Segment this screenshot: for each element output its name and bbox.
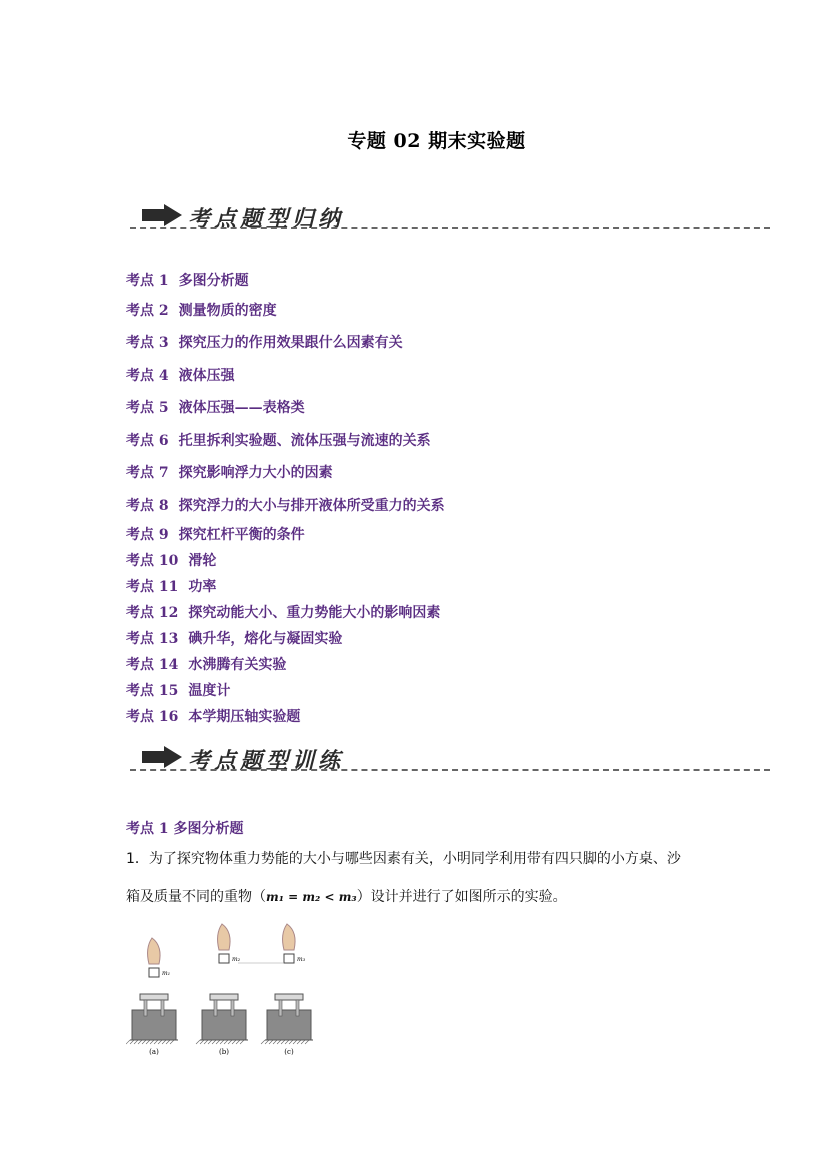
ground-hatch: [142, 1040, 146, 1044]
toc-item-label: 功率: [188, 579, 217, 595]
toc-item-number: 考点 9: [126, 527, 169, 543]
toc-item-number: 考点 13: [126, 631, 179, 647]
ground-hatch: [301, 1040, 305, 1044]
table-leg: [279, 1000, 282, 1016]
sandbox: [202, 1010, 246, 1040]
ground-hatch: [265, 1040, 269, 1044]
toc-item-number: 考点 1: [126, 273, 169, 289]
mass-label: m₂: [232, 956, 241, 963]
toc-item-number: 考点 14: [126, 657, 179, 673]
ground-hatch: [166, 1040, 170, 1044]
banner-title: 考点题型归纳: [188, 206, 345, 232]
toc-item-number: 考点 16: [126, 709, 179, 725]
ground-hatch: [261, 1040, 265, 1044]
arrow-icon: [142, 746, 182, 768]
toc-item: [126, 397, 305, 417]
toc-item-number: 考点 10: [126, 553, 179, 569]
toc-item: [126, 524, 305, 544]
toc-item: [126, 628, 342, 648]
ground-hatch: [293, 1040, 297, 1044]
mass-label: m₃: [297, 956, 306, 963]
toc-item-label: 托里拆利实验题、流体压强与流速的关系: [178, 433, 431, 449]
toc-item-number: 考点 6: [126, 433, 169, 449]
question-line-2: [126, 886, 567, 906]
arrow-icon: [142, 204, 182, 226]
ground-hatch: [240, 1040, 244, 1044]
toc-item-number: 考点 5: [126, 400, 169, 416]
ground-hatch: [289, 1040, 293, 1044]
table-top: [140, 994, 168, 1000]
page-title: 专题 02 期末实验题: [347, 130, 526, 152]
ground-hatch: [126, 1040, 130, 1044]
ground-hatch: [162, 1040, 166, 1044]
toc-item-label: 液体压强——表格类: [178, 400, 305, 416]
ground-hatch: [277, 1040, 281, 1044]
ground-hatch: [212, 1040, 216, 1044]
table-leg: [214, 1000, 217, 1016]
ground-hatch: [134, 1040, 138, 1044]
weight-block: [219, 954, 229, 963]
ground-hatch: [138, 1040, 142, 1044]
mass-formula: m₁ = m₂ < m₃: [266, 890, 357, 904]
experiment-figure: [126, 922, 326, 1062]
toc-item: [126, 495, 445, 515]
ground-hatch: [200, 1040, 204, 1044]
toc-item-number: 考点 8: [126, 498, 169, 514]
ground-hatch: [273, 1040, 277, 1044]
toc-item: [126, 706, 300, 726]
ground-hatch: [208, 1040, 212, 1044]
dashed-divider: [130, 227, 770, 229]
toc-item-label: 水沸腾有关实验: [188, 657, 287, 673]
toc-item: [126, 332, 403, 352]
table-leg: [296, 1000, 299, 1016]
table-top: [210, 994, 238, 1000]
toc-item: [126, 462, 333, 482]
ground-hatch: [158, 1040, 162, 1044]
section-heading: 考点 1 多图分析题: [126, 821, 244, 837]
ground-hatch: [196, 1040, 200, 1044]
weight-block: [149, 968, 159, 977]
toc-item: [126, 654, 286, 674]
ground-hatch: [224, 1040, 228, 1044]
figure-caption: (a): [149, 1048, 159, 1056]
question-text: 箱及质量不同的重物（: [126, 889, 266, 905]
toc-item-label: 测量物质的密度: [178, 303, 277, 319]
table-top: [275, 994, 303, 1000]
hand-icon: [283, 924, 296, 950]
ground-hatch: [285, 1040, 289, 1044]
ground-hatch: [130, 1040, 134, 1044]
sandbox: [132, 1010, 176, 1040]
toc-item-label: 液体压强: [178, 368, 235, 384]
toc-item-label: 滑轮: [188, 553, 217, 569]
toc-item-number: 考点 4: [126, 368, 169, 384]
toc-item-label: 探究压力的作用效果跟什么因素有关: [178, 335, 403, 351]
ground-hatch: [216, 1040, 220, 1044]
ground-hatch: [281, 1040, 285, 1044]
toc-item-label: 多图分析题: [178, 273, 249, 289]
figure-caption: (b): [219, 1048, 229, 1056]
sandbox: [267, 1010, 311, 1040]
table-leg: [231, 1000, 234, 1016]
dashed-divider: [130, 769, 770, 771]
toc-item-label: 碘升华，熔化与凝固实验: [188, 631, 343, 647]
banner-title: 考点题型训练: [188, 748, 345, 774]
mass-label: m₁: [162, 970, 171, 977]
ground-hatch: [232, 1040, 236, 1044]
toc-item-label: 本学期压轴实验题: [188, 709, 301, 725]
table-leg: [144, 1000, 147, 1016]
question-line-1: 1．为了探究物体重力势能的大小与哪些因素有关，小明同学利用带有四只脚的小方桌、沙: [126, 851, 681, 867]
toc-item-number: 考点 12: [126, 605, 179, 621]
toc-item-label: 探究影响浮力大小的因素: [178, 465, 333, 481]
toc-item-label: 探究浮力的大小与排开液体所受重力的关系: [178, 498, 445, 514]
ground-hatch: [236, 1040, 240, 1044]
hand-icon: [218, 924, 231, 950]
toc-item: [126, 365, 235, 385]
toc-item-number: 考点 11: [126, 579, 179, 595]
figure-caption: (c): [284, 1048, 294, 1056]
ground-hatch: [269, 1040, 273, 1044]
toc-item: [126, 576, 216, 596]
toc-item: [126, 270, 249, 290]
toc-item-label: 探究动能大小、重力势能大小的影响因素: [188, 605, 441, 621]
toc-item-label: 温度计: [188, 683, 231, 699]
toc-item: [126, 300, 277, 320]
toc-item: [126, 430, 431, 450]
ground-hatch: [170, 1040, 174, 1044]
toc-item-label: 探究杠杆平衡的条件: [178, 527, 305, 543]
toc-item-number: 考点 7: [126, 465, 169, 481]
toc-item: [126, 550, 216, 570]
toc-item: [126, 602, 440, 622]
ground-hatch: [150, 1040, 154, 1044]
section-banner-summary: [130, 200, 770, 240]
toc-item-number: 考点 15: [126, 683, 179, 699]
toc-item: [126, 680, 230, 700]
table-leg: [161, 1000, 164, 1016]
section-banner-training: [130, 742, 770, 782]
hand-icon: [148, 938, 161, 964]
question-text: ）设计并进行了如图所示的实验。: [356, 889, 567, 905]
weight-block: [284, 954, 294, 963]
toc-item-number: 考点 3: [126, 335, 169, 351]
ground-hatch: [154, 1040, 158, 1044]
ground-hatch: [305, 1040, 309, 1044]
ground-hatch: [220, 1040, 224, 1044]
ground-hatch: [146, 1040, 150, 1044]
ground-hatch: [297, 1040, 301, 1044]
ground-hatch: [204, 1040, 208, 1044]
toc-item-number: 考点 2: [126, 303, 169, 319]
ground-hatch: [228, 1040, 232, 1044]
